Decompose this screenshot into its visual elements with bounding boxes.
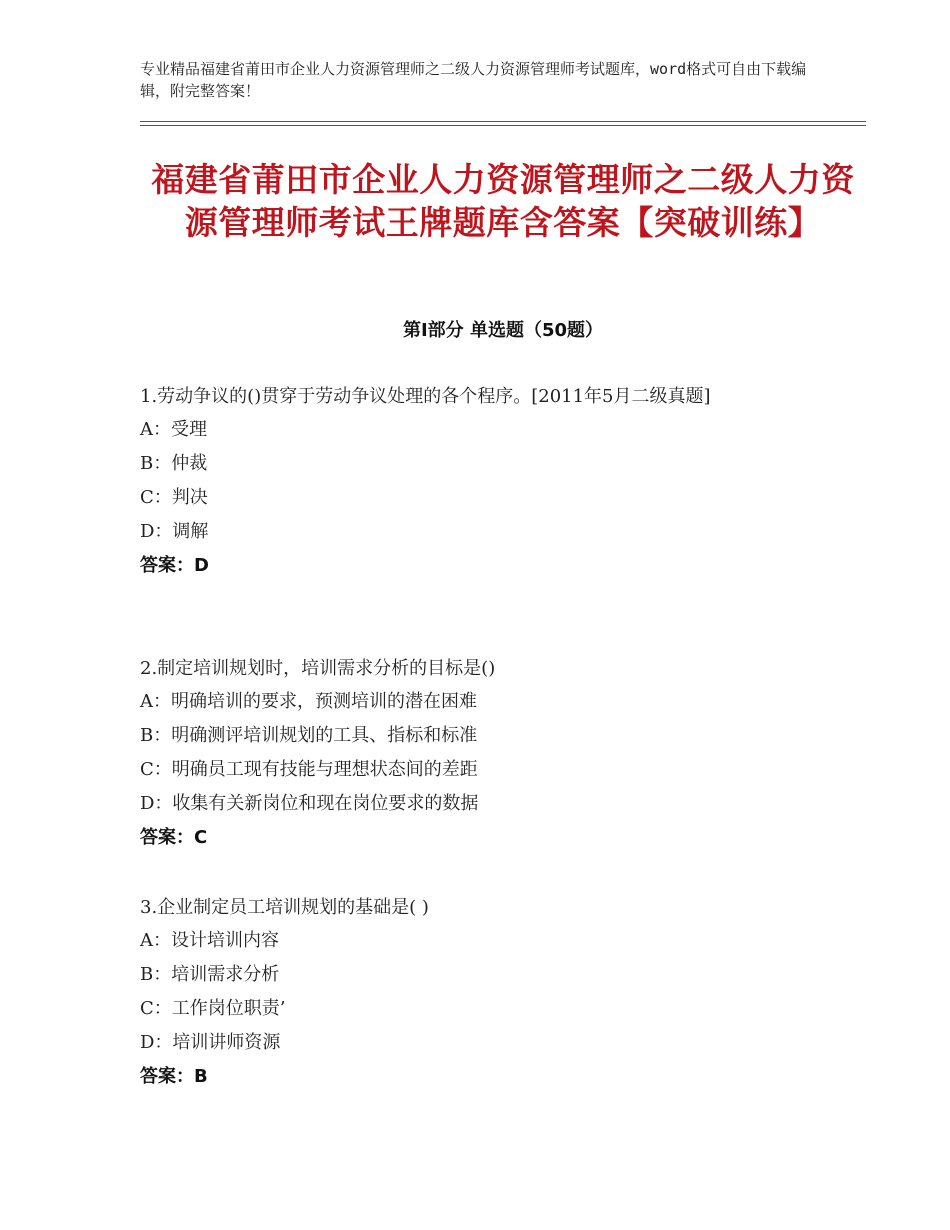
question-2 [140, 652, 820, 855]
option-b: B：仲裁 [140, 453, 208, 474]
document-title: 福建省莆田市企业人力资源管理师之二级人力资源管理师考试王牌题库含答案【突破训练】 [151, 160, 855, 242]
option-c: C：工作岗位职责’ [140, 998, 286, 1019]
option-b: B：培训需求分析 [140, 964, 280, 985]
header-rule-top [140, 121, 866, 122]
section-title: 第Ⅰ部分 单选题（50题） [402, 320, 603, 341]
option-a: A：明确培训的要求，预测培训的潜在困难 [140, 691, 477, 712]
question-3 [140, 891, 820, 1094]
option-d: D：培训讲师资源 [140, 1032, 281, 1053]
option-d: D：调解 [140, 521, 209, 542]
option-a: A：设计培训内容 [140, 930, 279, 951]
answer: 答案：B [140, 1066, 208, 1087]
option-b: B：明确测评培训规划的工具、指标和标准 [140, 725, 478, 746]
answer: 答案：C [140, 827, 208, 848]
question-text: 1.劳动争议的()贯穿于劳动争议处理的各个程序。[2011年5月二级真题] [140, 386, 711, 407]
question-text: 3.企业制定员工培训规划的基础是( ) [140, 897, 429, 918]
question-1 [140, 380, 820, 583]
option-d: D：收集有关新岗位和现在岗位要求的数据 [140, 793, 479, 814]
option-c: C：判决 [140, 487, 208, 508]
option-a: A：受理 [140, 419, 207, 440]
header-note: 专业精品福建省莆田市企业人力资源管理师之二级人力资源管理师考试题库，word格式可自由下载编辑，附完整答案！ [140, 60, 807, 100]
option-c: C：明确员工现有技能与理想状态间的差距 [140, 759, 478, 780]
answer: 答案：D [140, 555, 209, 576]
question-text: 2.制定培训规划时，培训需求分析的目标是() [140, 658, 496, 679]
header-rule-bottom [140, 125, 866, 126]
